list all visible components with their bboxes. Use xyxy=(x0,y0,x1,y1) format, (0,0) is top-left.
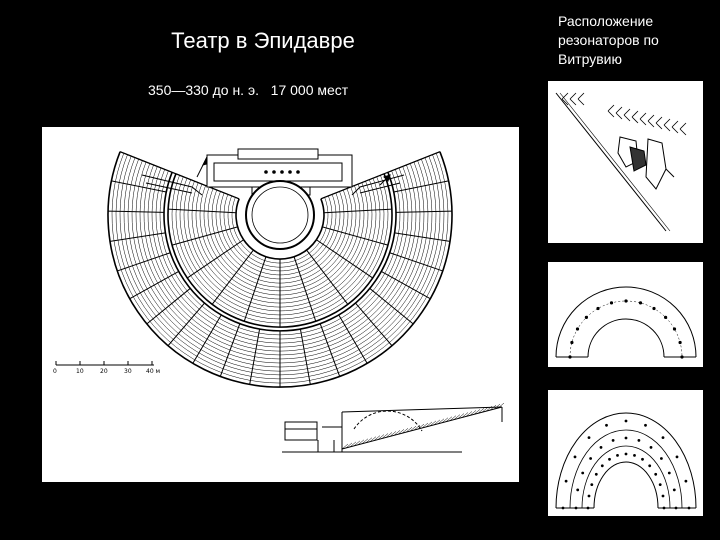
resonator-mark xyxy=(673,327,676,330)
resonator-mark xyxy=(562,507,565,510)
resonator-chevron xyxy=(624,109,630,121)
aisle-line xyxy=(316,240,372,278)
resonator-chevron xyxy=(632,111,638,123)
resonator-mark xyxy=(612,439,615,442)
resonator-mark xyxy=(675,507,678,510)
resonator-mark xyxy=(568,355,571,358)
resonator-mark xyxy=(595,473,598,476)
resonator-mark xyxy=(608,458,611,461)
resonator-section-drawing xyxy=(548,81,703,243)
resonator-chevron xyxy=(648,115,654,127)
slide-subtitle: 350—330 до н. э. 17 000 мест xyxy=(148,82,349,98)
resonator-mark xyxy=(625,420,628,423)
resonator-plan-triple-svg xyxy=(548,390,703,516)
resonator-mark xyxy=(662,436,665,439)
aisle-line xyxy=(187,240,243,278)
resonator-mark xyxy=(638,439,641,442)
side-heading-line: Расположение xyxy=(558,13,654,29)
resonator-mark xyxy=(605,424,608,427)
resonator-mark xyxy=(673,489,676,492)
resonator-mark xyxy=(600,446,603,449)
resonator-mark xyxy=(668,472,671,475)
resonator-mark xyxy=(662,495,665,498)
aisle-line xyxy=(168,209,236,213)
side-heading-line: Витрувию xyxy=(558,51,622,67)
resonator-chevron xyxy=(608,105,614,117)
resonator-mark xyxy=(610,301,613,304)
resonator-mark xyxy=(574,456,577,459)
resonator-chevron xyxy=(578,93,584,105)
resonator-chevron xyxy=(616,107,622,119)
resonator-chevron xyxy=(680,123,686,135)
resonator-mark xyxy=(587,507,590,510)
resonator-mark xyxy=(641,458,644,461)
resonator-mark xyxy=(648,464,651,467)
resonator-mark xyxy=(660,457,663,460)
resonator-chevron xyxy=(640,113,646,125)
resonator-plan-single-drawing xyxy=(548,262,703,367)
resonator-mark xyxy=(581,472,584,475)
resonator-mark xyxy=(688,507,691,510)
scale-label: 30 xyxy=(124,368,132,375)
resonator-mark xyxy=(570,341,573,344)
resonator-mark xyxy=(624,299,627,302)
resonator-chevron xyxy=(656,117,662,129)
side-heading xyxy=(558,12,708,69)
resonator-mark xyxy=(625,437,628,440)
resonator-mark xyxy=(633,454,636,457)
resonator-mark xyxy=(596,307,599,310)
resonator-mark xyxy=(664,316,667,319)
resonator-section-svg xyxy=(548,81,703,243)
resonator-mark xyxy=(589,457,592,460)
resonator-mark xyxy=(654,473,657,476)
resonator-mark xyxy=(685,480,688,483)
resonator-mark xyxy=(663,507,666,510)
resonator-mark xyxy=(588,495,591,498)
resonator-mark xyxy=(601,464,604,467)
side-heading-line: резонаторов по xyxy=(558,32,659,48)
resonator-mark xyxy=(588,436,591,439)
resonator-mark xyxy=(575,507,578,510)
resonator-chevron xyxy=(672,121,678,133)
resonator-mark xyxy=(590,483,593,486)
orchestra-circle xyxy=(246,181,314,249)
resonator-mark xyxy=(644,424,647,427)
resonator-mark xyxy=(680,355,683,358)
theatre-plan-drawing xyxy=(42,127,519,482)
resonator-mark xyxy=(565,480,568,483)
resonator-mark xyxy=(652,307,655,310)
resonator-mark xyxy=(585,316,588,319)
slide-title: Театр в Эпидавре xyxy=(171,28,355,53)
scale-label: 0 xyxy=(53,368,57,375)
resonator-chevron xyxy=(664,119,670,131)
resonator-chevron xyxy=(570,93,576,105)
scale-label: 10 xyxy=(76,368,84,375)
theatre-plan-svg xyxy=(42,127,519,482)
resonator-mark xyxy=(625,453,628,456)
resonator-mark xyxy=(576,489,579,492)
resonator-mark xyxy=(650,446,653,449)
resonator-plan-single-svg xyxy=(548,262,703,367)
aisle-line xyxy=(324,209,392,213)
resonator-mark xyxy=(679,341,682,344)
resonator-mark xyxy=(616,454,619,457)
resonator-mark xyxy=(659,483,662,486)
scale-bar xyxy=(53,361,160,375)
scale-label: 40 м xyxy=(146,368,161,375)
resonator-mark xyxy=(639,301,642,304)
resonator-mark xyxy=(676,456,679,459)
resonator-mark xyxy=(576,327,579,330)
scale-label: 20 xyxy=(100,368,108,375)
resonator-plan-triple-drawing xyxy=(548,390,703,516)
